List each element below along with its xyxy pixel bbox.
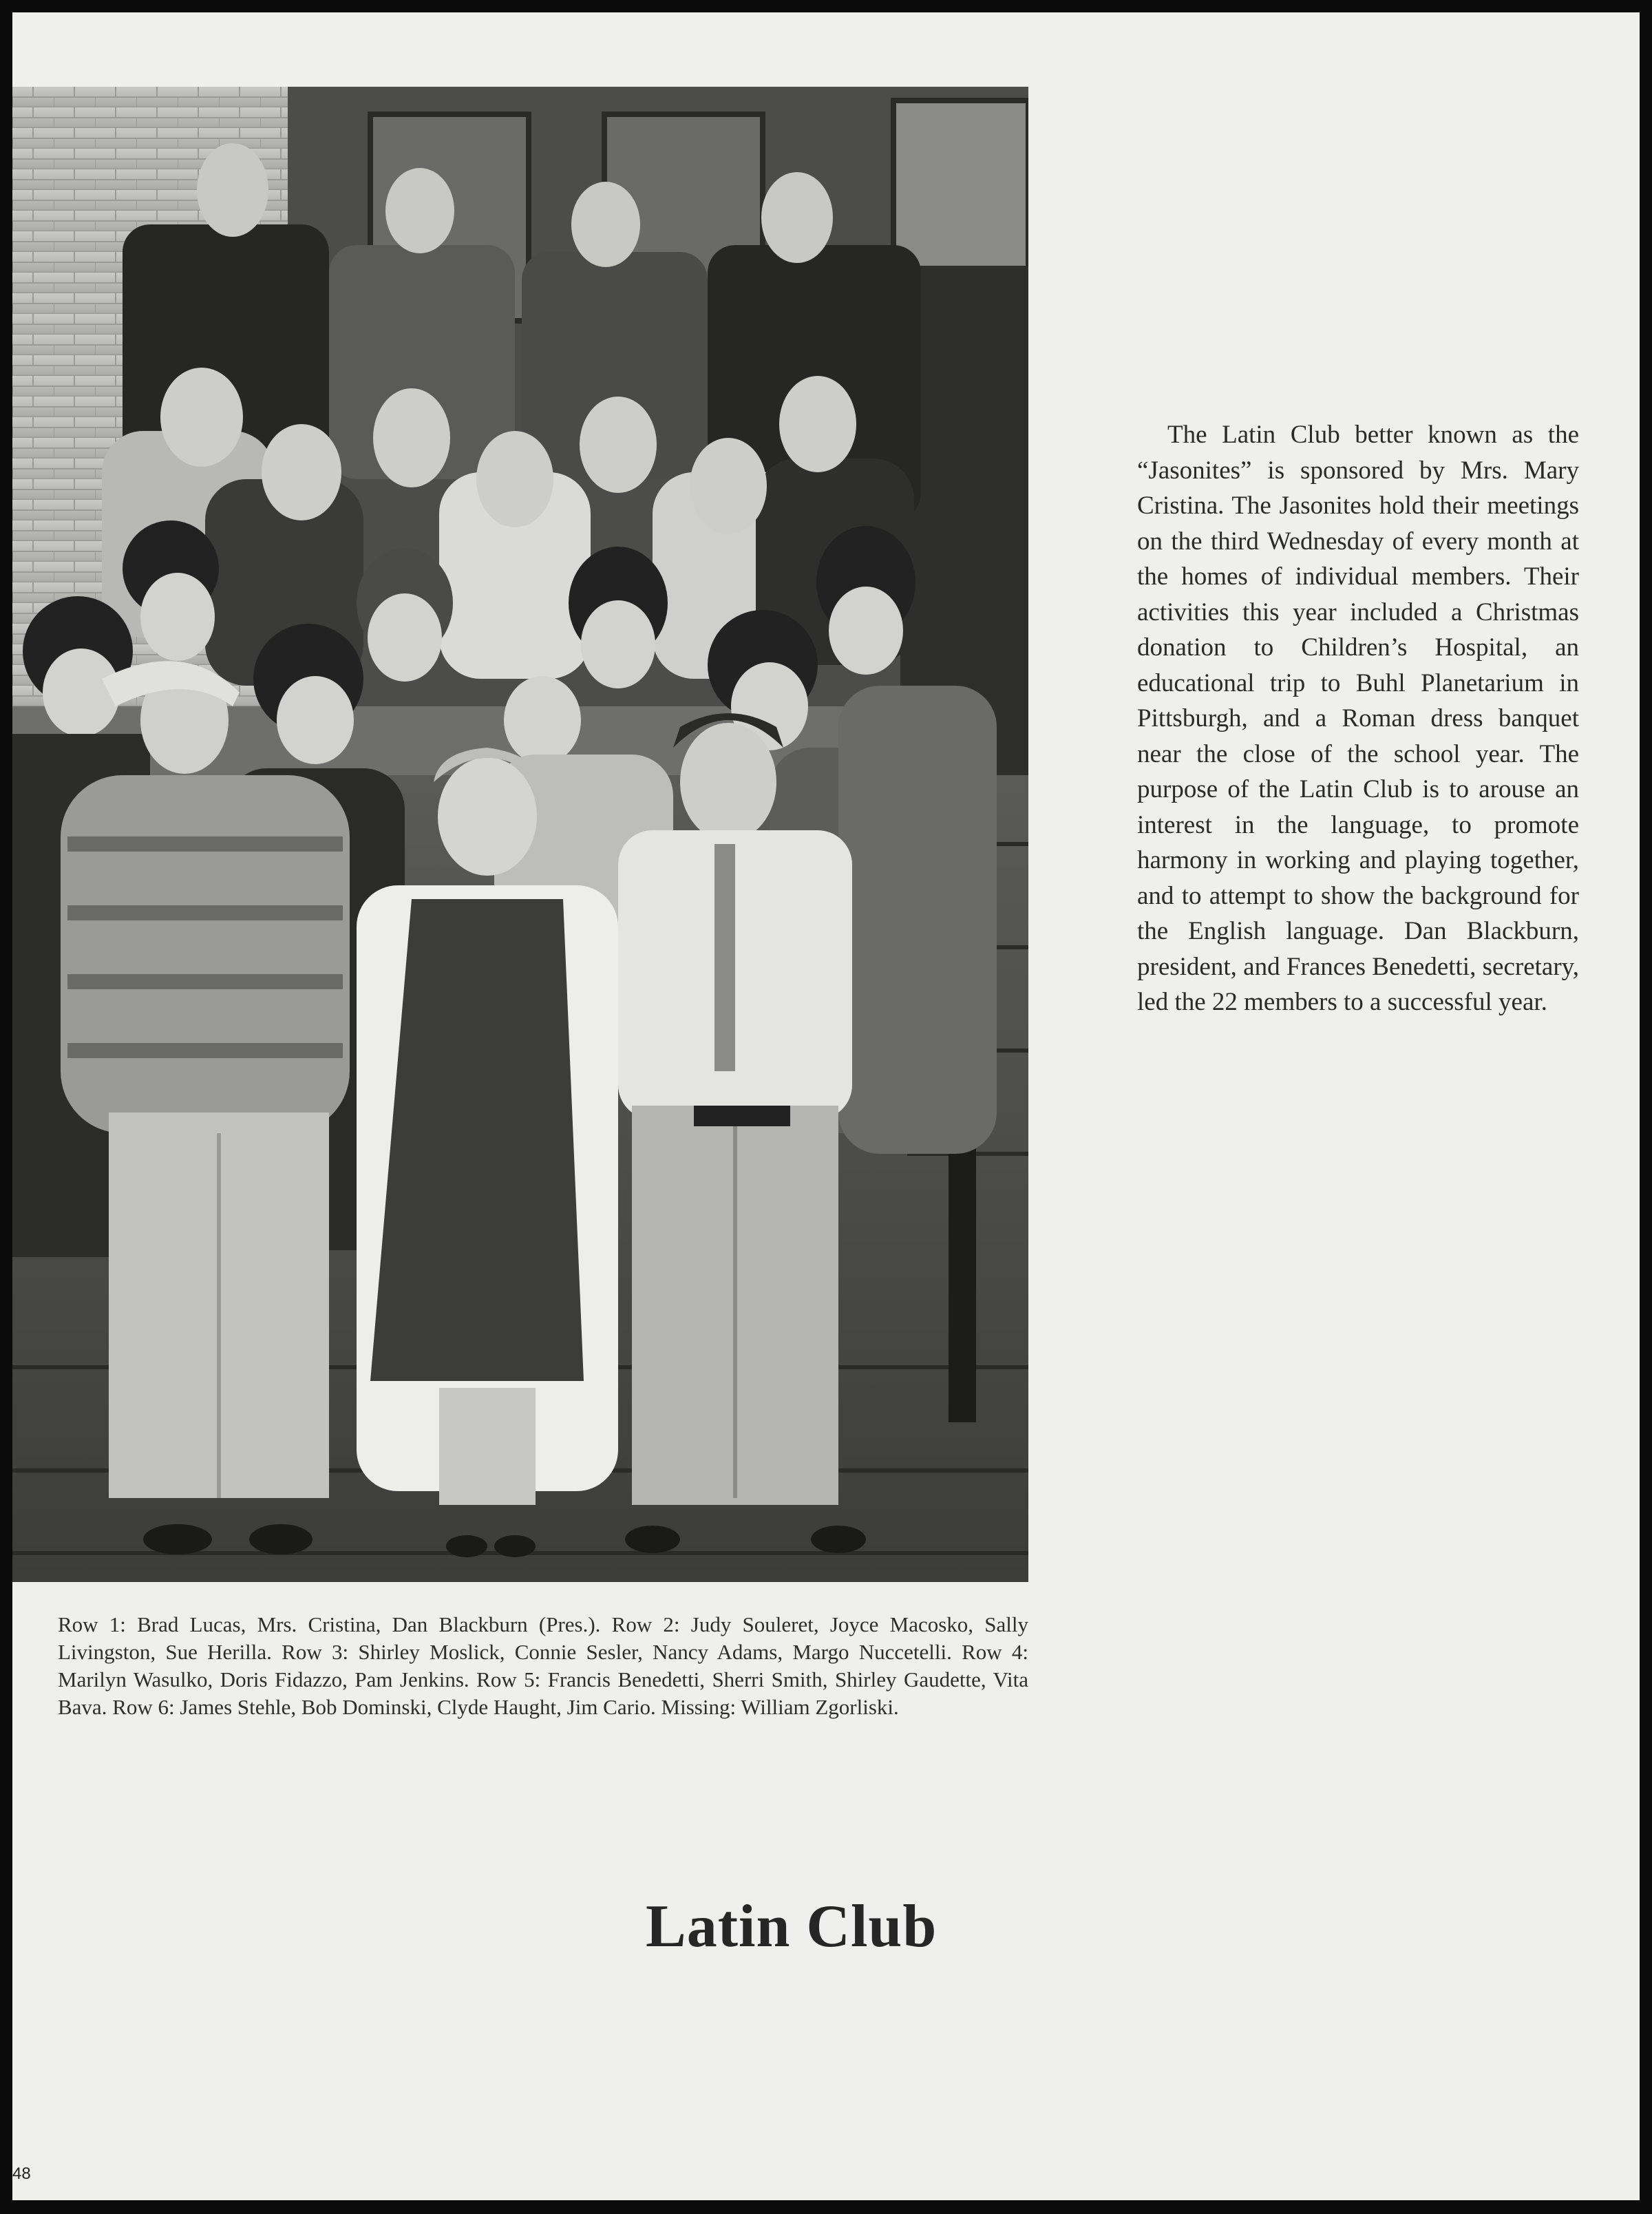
- yearbook-page: [12, 12, 1640, 2200]
- page-number: 48: [12, 2164, 31, 2183]
- group-photo: [12, 87, 1028, 1582]
- club-description: The Latin Club better known as the “Jasonites” is sponsored by Mrs. Mary Cristina. The Jasonites hold their meetings on the third Wednesday of every month at the homes of individual members. Their activities this year included a Christmas donation to Children’s Hospital, an educational trip to Buhl Planetarium in Pittsburgh, and a Roman dress banquet near the close of the school year. The purpose of the Latin Club is to arouse an interest in the language, to promote harmony in working and playing together, and to attempt to show the background for the English language. Dan Blackburn, president, and Frances Benedetti, secretary, led the 22 members to a successful year.: [1137, 421, 1579, 1016]
- page-title: Latin Club: [646, 1893, 938, 1960]
- photo-caption: Row 1: Brad Lucas, Mrs. Cristina, Dan Blackburn (Pres.). Row 2: Judy Souleret, Joyce Macosko, Sally Livingston, Sue Herilla. Row 3: Shirley Moslick, Connie Sesler, Nancy Adams, Margo Nuccetelli. Row 4: Marilyn Wasulko, Doris Fidazzo, Pam Jenkins. Row 5: Francis Benedetti, Sherri Smith, Shirley Gaudette, Vita Bava. Row 6: James Stehle, Bob Dominski, Clyde Haught, Jim Cario. Missing: William Zgorliski.: [58, 1612, 1028, 1719]
